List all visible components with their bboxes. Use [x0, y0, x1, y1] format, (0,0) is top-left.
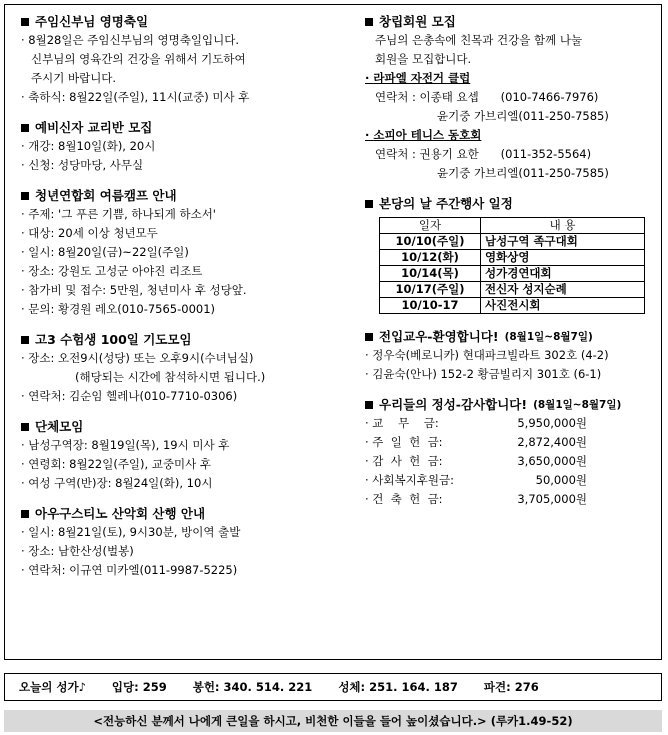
hymn-offertory: 봉헌: 340. 514. 221 [192, 680, 313, 694]
club-2-name: 소피아 테니스 동호회 [373, 128, 482, 142]
left-section-5 [21, 505, 356, 580]
welcome-title: 전입교우-환영합니다! [379, 329, 499, 344]
table-row [380, 298, 645, 314]
hymn-label: 오늘의 성가♪ [19, 680, 86, 694]
section-line: · 개강: 8월10일(화), 20시 [21, 139, 156, 153]
schedule-header-content: 내 용 [481, 218, 645, 234]
section-line: · 일시: 8월21일(토), 9시30분, 방이역 출발 [21, 525, 241, 539]
club-2-contact-1: 연락처 : 권용기 요한 (011-352-5564) [375, 147, 592, 161]
section-line: 신부님의 영육간의 건강을 위해서 기도하여 [31, 52, 246, 66]
bullet-square-icon [365, 333, 373, 341]
bullet-square-icon [21, 192, 29, 200]
section-title: 아우구스티노 산악회 산행 안내 [35, 506, 206, 521]
schedule-table [379, 217, 645, 314]
schedule-section [365, 195, 665, 314]
schedule-header-date: 일자 [380, 218, 481, 234]
section-line: · 여성 구역(반)장: 8월24일(화), 10시 [21, 476, 213, 490]
hymn-communion: 성체: 251. 164. 187 [338, 680, 458, 694]
table-row [380, 250, 645, 266]
schedule-header-row [380, 218, 645, 234]
left-section-3 [21, 331, 356, 406]
section-title: 주임신부님 영명축일 [35, 14, 149, 29]
offering-row [365, 471, 665, 490]
section-line: · 일시: 8월20일(금)~22일(주일) [21, 245, 189, 259]
schedule-date-cell: 10/10-17 [380, 298, 481, 314]
bullet-square-icon [365, 401, 373, 409]
thanks-period: (8월1일~8월7일) [533, 399, 622, 411]
section-line: · 연령회: 8월22일(주일), 교중미사 후 [21, 457, 212, 471]
schedule-event-cell: 성가경연대회 [481, 266, 645, 282]
offering-amount: 2,872,400원 [517, 435, 587, 449]
welcome-section [365, 328, 665, 384]
schedule-title: 본당의 날 주간행사 일정 [379, 196, 513, 211]
section-title: 단체모임 [35, 419, 84, 434]
offering-amount: 5,950,000원 [517, 416, 587, 430]
offering-row [365, 433, 665, 452]
hymn-entrance: 입당: 259 [111, 680, 167, 694]
section-line: · 연락처: 김순임 헬레나(010-7710-0306) [21, 389, 238, 403]
offering-label: · 주 일 헌 금: [365, 435, 443, 449]
club-1-contact-2: 윤기중 가브리엘(011-250-7585) [437, 109, 609, 123]
welcome-line-1: · 정우숙(베로니카) 현대파크빌라트 302호 (4-2) [365, 348, 609, 362]
schedule-event-cell: 전신자 성지순례 [481, 282, 645, 298]
section-title: 예비신자 교리반 모집 [35, 120, 153, 135]
right-column [365, 13, 665, 521]
offering-row [365, 414, 665, 433]
recruit-title: 창립회원 모집 [379, 14, 456, 29]
recruit-section: 창립회원 모집 주님의 은총속에 친목과 건강을 함께 나눌 회원을 모집합니다. · 라파엘 자전거 클럽 연락처 : 이종태 요셉 (010-7466-7976) 윤기중 가브리엘(011-250-7585) · 소피아 테니스 동호회 연락처 : 권용기 요한 (011-352-5564) 윤기중 가브리엘(011-250-7585) [365, 13, 665, 183]
schedule-event-cell: 남성구역 족구대회 [481, 234, 645, 250]
bulletin-frame [4, 4, 662, 660]
recruit-intro-1: 주님의 은총속에 친목과 건강을 함께 나눌 [375, 33, 583, 47]
offering-row [365, 490, 665, 509]
section-line: · 문의: 황경원 레오(010-7565-0001) [21, 302, 216, 316]
club-2-contact-2: 윤기중 가브리엘(011-250-7585) [437, 166, 609, 180]
schedule-event-cell: 사진전시회 [481, 298, 645, 314]
section-line: · 대상: 20세 이상 청년모두 [21, 226, 158, 240]
left-section-1 [21, 119, 356, 175]
bullet-square-icon [365, 200, 373, 208]
section-title: 고3 수험생 100일 기도모임 [35, 332, 192, 347]
schedule-date-cell: 10/12(화) [380, 250, 481, 266]
bullet-square-icon [365, 18, 373, 26]
offering-amount: 50,000원 [535, 473, 587, 487]
bullet-square-icon [21, 423, 29, 431]
club-1-contact-1: 연락처 : 이종태 요셉 (010-7466-7976) [375, 90, 599, 104]
section-title: 청년연합회 여름캠프 안내 [35, 188, 177, 203]
bullet-square-icon [21, 124, 29, 132]
offering-label: · 감 사 헌 금: [365, 454, 443, 468]
section-line: · 장소: 강원도 고성군 아야진 리조트 [21, 264, 203, 278]
recruit-intro-2: 회원을 모집합니다. [375, 52, 472, 66]
left-column [21, 13, 356, 592]
offering-label: · 교 무 금: [365, 416, 439, 430]
section-line: · 신청: 성당마당, 사무실 [21, 158, 144, 172]
bullet-square-icon [21, 336, 29, 344]
schedule-event-cell: 영화상영 [481, 250, 645, 266]
section-line: · 축하식: 8월22일(주일), 11시(교중) 미사 후 [21, 90, 250, 104]
hymn-bar [4, 673, 662, 701]
bullet-square-icon [21, 18, 29, 26]
schedule-date-cell: 10/10(주일) [380, 234, 481, 250]
thanks-section [365, 396, 665, 509]
offering-amount: 3,705,000원 [517, 492, 587, 506]
welcome-period: (8월1일~8월7일) [504, 331, 593, 343]
table-row [380, 282, 645, 298]
offering-amount: 3,650,000원 [517, 454, 587, 468]
bullet-square-icon [21, 510, 29, 518]
left-section-4 [21, 418, 356, 493]
offering-label: · 사회복지후원금: [365, 473, 454, 487]
left-section-0 [21, 13, 356, 107]
section-line: · 참가비 및 접수: 5만원, 청년미사 후 성당앞. [21, 283, 247, 297]
welcome-line-2: · 김윤숙(안나) 152-2 황금빌리지 301호 (6-1) [365, 367, 602, 381]
thanks-title: 우리들의 정성-감사합니다! [379, 397, 528, 412]
section-line: · 8월28일은 주임신부님의 영명축일입니다. [21, 33, 239, 47]
section-line: · 주제: '그 푸른 기쁨, 하나되게 하소서' [21, 207, 216, 221]
offering-row [365, 452, 665, 471]
section-line: (해당되는 시간에 참석하시면 됩니다.) [75, 370, 266, 384]
table-row [380, 266, 645, 282]
section-line: 주시기 바랍니다. [31, 71, 117, 85]
section-line: · 연락처: 이규연 미카엘(011-9987-5225) [21, 563, 238, 577]
section-line: · 장소: 남한산성(벌봉) [21, 544, 134, 558]
schedule-date-cell: 10/17(주일) [380, 282, 481, 298]
section-line: · 장소: 오전9시(성당) 또는 오후9시(수녀님실) [21, 351, 254, 365]
left-section-2 [21, 187, 356, 319]
offering-label: · 건 축 헌 금: [365, 492, 443, 506]
table-row [380, 234, 645, 250]
section-line: · 남성구역장: 8월19일(목), 19시 미사 후 [21, 438, 230, 452]
schedule-date-cell: 10/14(목) [380, 266, 481, 282]
hymn-recessional: 파견: 276 [483, 680, 539, 694]
club-1-name: 라파엘 자전거 클럽 [373, 71, 471, 85]
scripture-verse: <전능하신 분께서 나에게 큰일을 하시고, 비천한 이들을 들어 높이셨습니다.> (루카1.49-52) [4, 710, 662, 732]
